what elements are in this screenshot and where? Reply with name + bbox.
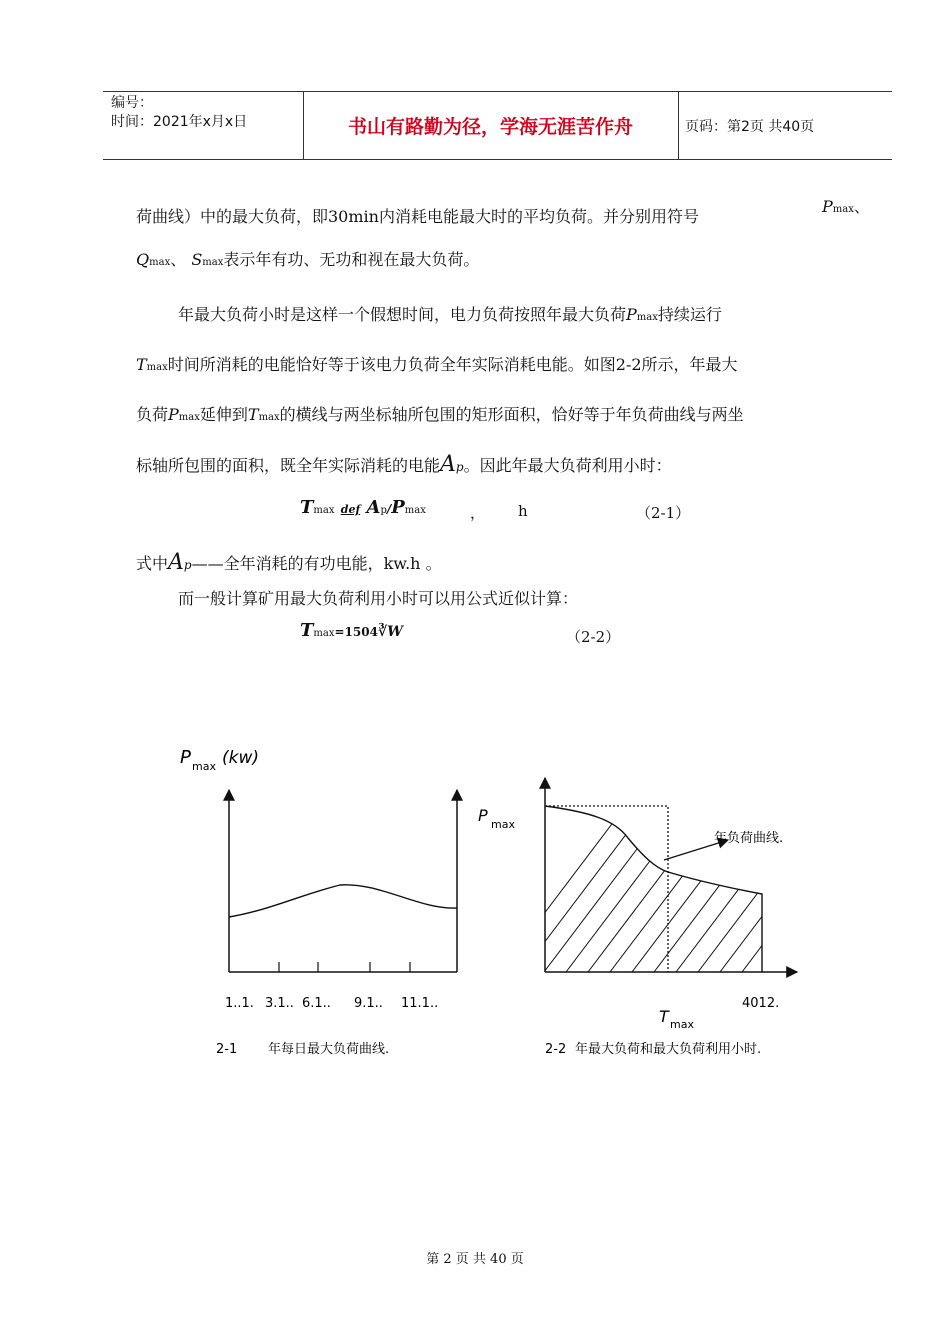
text: 负荷 bbox=[136, 405, 169, 424]
equation-comma: ， bbox=[470, 504, 486, 522]
fig2-caption-text: 年最大负荷和最大负荷利用小时. bbox=[575, 1042, 762, 1057]
equation-rhs: =1504 bbox=[334, 625, 378, 639]
fig2-hatch-line bbox=[676, 800, 806, 972]
header-page-label: 页码：第2页 共40页 bbox=[685, 118, 815, 135]
symbol-q: Q bbox=[136, 250, 150, 269]
text: 、 bbox=[853, 197, 870, 216]
text: 年最大负荷小时是这样一个假想时间，电力负荷按照年最大负荷 bbox=[178, 305, 627, 324]
time-label: 时间：2021年x月x日 bbox=[111, 114, 248, 130]
fig2-hatch-line bbox=[632, 800, 762, 972]
text: 的横线与两坐标轴所包围的矩形面积，恰好等于年负荷曲线与两坐 bbox=[279, 405, 744, 424]
subscript: p bbox=[455, 460, 464, 474]
fig1-tick-label: 9.1.. bbox=[354, 996, 383, 1011]
fig2-hatch-line bbox=[786, 800, 916, 972]
symbol-t: T bbox=[300, 497, 314, 518]
text: 式中 bbox=[136, 554, 169, 573]
fig1-ylabel-subscript: max bbox=[192, 760, 216, 773]
fig2-hatch-line bbox=[720, 800, 850, 972]
symbol-t: T bbox=[136, 355, 147, 374]
fig2-hatch-line bbox=[500, 800, 630, 972]
fig1-caption-number: 2-1 bbox=[216, 1042, 238, 1057]
fig1-load-curve bbox=[229, 885, 457, 917]
fig1-ylabel-unit: (kw) bbox=[222, 748, 260, 768]
fig2-xlabel-symbol: T bbox=[659, 1007, 669, 1026]
text: 。因此年最大负荷利用小时： bbox=[463, 456, 672, 475]
symbol-p: P bbox=[168, 405, 179, 424]
paragraph-line: 而一般计算矿用最大负荷利用小时可以用公式近似计算： bbox=[178, 589, 579, 608]
fig2-curve-label: 年负荷曲线. bbox=[714, 831, 784, 846]
subscript: max bbox=[178, 412, 200, 423]
fig2-hatch-line bbox=[764, 800, 894, 972]
fig2-hatch-line bbox=[566, 800, 696, 972]
fig1-tick-label: 11.1.. bbox=[401, 996, 439, 1011]
fig2-hatch-line bbox=[522, 800, 652, 972]
subscript: max bbox=[258, 412, 280, 423]
text: 、 bbox=[170, 250, 187, 269]
def-marker: def bbox=[340, 503, 361, 516]
page-footer: 第 2 页 共 40 页 bbox=[426, 1252, 524, 1267]
fig2-xlabel-subscript: max bbox=[670, 1018, 694, 1031]
text: 时间所消耗的电能恰好等于该电力负荷全年实际消耗电能。如图2-2所示，年最大 bbox=[167, 355, 738, 374]
equation-number: （2-1） bbox=[636, 504, 691, 522]
symbol-s: S bbox=[191, 250, 203, 269]
serial-label: 编号： bbox=[111, 95, 153, 111]
fig2-hatch-line bbox=[654, 800, 784, 972]
fig1-tick-label: 6.1.. bbox=[302, 996, 331, 1011]
fig2-caption-number: 2-2 bbox=[545, 1042, 567, 1057]
symbol-t: T bbox=[247, 405, 259, 424]
symbol-p: P bbox=[391, 497, 405, 518]
symbol: P bbox=[822, 197, 833, 216]
fig2-hatch bbox=[500, 800, 938, 972]
subscript: max bbox=[636, 312, 658, 323]
fig1-caption-text: 年每日最大负荷曲线. bbox=[268, 1042, 390, 1057]
subscript: p bbox=[380, 505, 387, 516]
cube-root: ∛W bbox=[377, 624, 403, 640]
subscript: max bbox=[313, 505, 335, 516]
subscript: p bbox=[183, 558, 192, 572]
symbol-a: A bbox=[440, 452, 456, 477]
fig1-ylabel-symbol: P bbox=[180, 747, 191, 768]
subscript: max bbox=[146, 362, 168, 373]
equation-unit: h bbox=[518, 502, 528, 520]
text: 持续运行 bbox=[657, 305, 722, 324]
subscript: max bbox=[404, 505, 426, 516]
symbol-a: A bbox=[366, 497, 381, 518]
fig2-hatch-line bbox=[588, 800, 718, 972]
fig2-x-value: 4012. bbox=[742, 996, 780, 1011]
symbol-p: P bbox=[626, 305, 637, 324]
text: 延伸到 bbox=[199, 405, 248, 424]
subscript: max bbox=[313, 628, 335, 639]
fig2-hatch-line bbox=[698, 800, 828, 972]
header-motto: 书山有路勤为径，学海无涯苦作舟 bbox=[347, 116, 633, 138]
fig2-ylabel-symbol: P bbox=[478, 806, 488, 825]
symbol-a: A bbox=[168, 550, 184, 575]
text: ——全年消耗的有功电能，kw.h 。 bbox=[191, 554, 442, 573]
subscript: max bbox=[149, 257, 171, 268]
figure-2-2 bbox=[478, 778, 938, 1057]
fig2-hatch-line bbox=[808, 800, 938, 972]
fig1-tick-label: 3.1.. bbox=[265, 996, 294, 1011]
equation-number: （2-2） bbox=[566, 628, 621, 646]
slash: / bbox=[386, 502, 392, 516]
text: 标轴所包围的面积，既全年实际消耗的电能 bbox=[136, 456, 441, 475]
symbol-t: T bbox=[300, 620, 314, 641]
subscript: max bbox=[832, 204, 854, 215]
text: 荷曲线）中的最大负荷，即30min内消耗电能最大时的平均负荷。并分别用符号 bbox=[136, 207, 699, 226]
text: 表示年有功、无功和视在最大负荷。 bbox=[223, 250, 480, 269]
subscript: max bbox=[202, 257, 224, 268]
fig2-ylabel-subscript: max bbox=[491, 818, 515, 831]
fig1-tick-label: 1..1. bbox=[225, 996, 254, 1011]
fig2-hatch-line bbox=[544, 800, 674, 972]
figure-2-1 bbox=[180, 747, 457, 1057]
